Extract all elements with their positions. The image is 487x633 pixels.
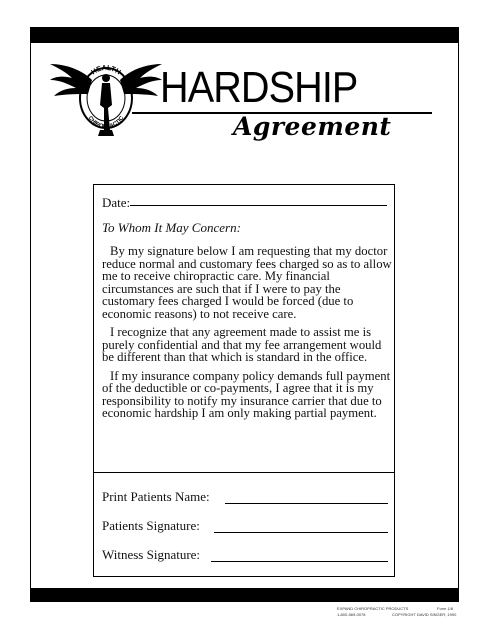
frame-right-border xyxy=(458,43,459,588)
section-divider xyxy=(94,472,394,473)
agreement-paragraph: By my signature below I am requesting that my doctor reduce normal and customary fees charged so as to allow me to receive chiropractic care. My financial circumstances are such that if I were to pay the customary fees charged I would be forced (due to economic reasons) to not receive care. xyxy=(102,244,392,321)
date-label: Date: xyxy=(102,195,131,210)
date-field[interactable] xyxy=(130,205,387,206)
patient-signature-field[interactable] xyxy=(214,532,388,533)
footer-form-number: Form 1/8 xyxy=(437,606,454,611)
logo-ring-bottom-text: CHIROPRACTIC xyxy=(86,115,126,131)
bottom-black-bar xyxy=(30,588,459,602)
witness-signature-field[interactable] xyxy=(211,561,388,562)
agreement-paragraph: If my insurance company policy demands full payment of the deductible or co-payments, I agree that it is my responsibility to notify my insurance carrier that due to economic hardship I am only making partial payment. xyxy=(102,368,391,420)
page-subtitle: Agreement xyxy=(233,112,392,141)
logo-ring-top-text: HEALTH xyxy=(90,64,122,77)
salutation: To Whom It May Concern: xyxy=(102,220,241,235)
footer-phone: 1-800-569-0078 xyxy=(337,612,366,617)
agreement-body xyxy=(102,245,392,426)
top-black-bar xyxy=(30,27,459,43)
page-title: HARDSHIP xyxy=(160,63,358,112)
chiropractic-caduceus-logo xyxy=(48,50,164,146)
frame-left-border xyxy=(30,43,31,588)
agreement-paragraph: I recognize that any agreement made to assist me is purely confidential and that my fee arrangement would be different than that which is standard in the office. xyxy=(102,325,382,364)
footer-copyright: COPYRIGHT DAVID SINGER, 1990 xyxy=(392,612,457,617)
patient-signature-label: Patients Signature: xyxy=(102,518,200,533)
print-name-label: Print Patients Name: xyxy=(102,489,210,504)
agreement-form xyxy=(93,184,395,577)
footer-publisher: EXPAND CHIROPRACTIC PRODUCTS xyxy=(337,606,409,611)
witness-signature-label: Witness Signature: xyxy=(102,547,201,562)
print-name-field[interactable] xyxy=(225,503,388,504)
